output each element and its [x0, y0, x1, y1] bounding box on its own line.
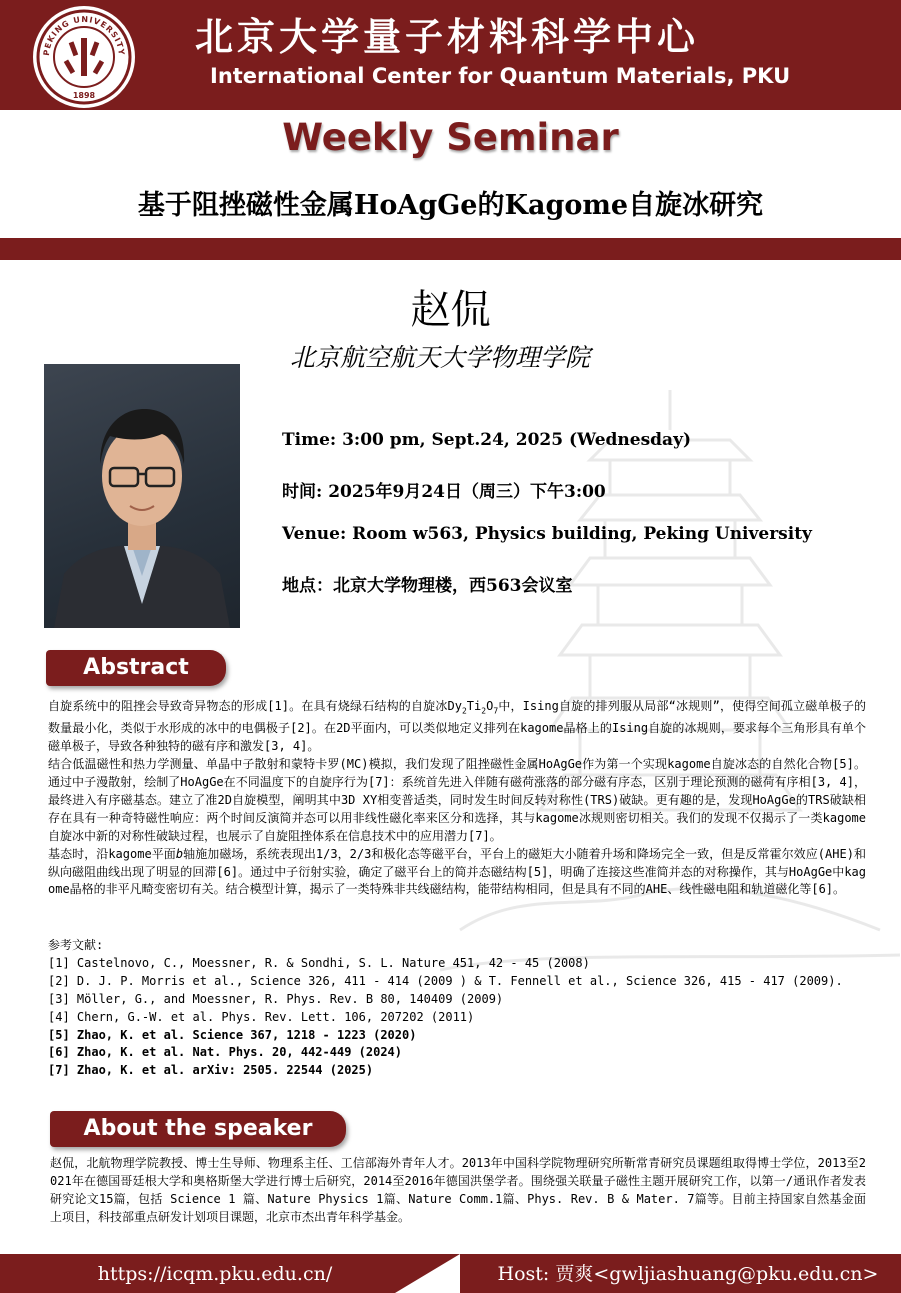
venue-english: Venue: Room w563, Physics building, Peking University — [282, 524, 812, 544]
time-chinese: 时间: 2025年9月24日（周三）下午3:00 — [282, 482, 606, 502]
time-english: Time: 3:00 pm, Sept.24, 2025 (Wednesday) — [282, 430, 691, 450]
reference-item: [7] Zhao, K. et al. arXiv: 2505. 22544 (2025) — [48, 1063, 374, 1078]
logo-university-text: PEKING UNIVERSITY — [41, 14, 127, 57]
references-heading: 参考文献: — [48, 938, 104, 952]
title-divider-band — [0, 238, 901, 260]
header-banner — [0, 0, 901, 110]
abstract-heading: Abstract — [46, 650, 226, 686]
reference-item: [3] Möller, G., and Moessner, R. Phys. Rev. B 80, 140409 (2009) — [48, 991, 504, 1006]
venue-chinese: 地点：北京大学物理楼，西563会议室 — [282, 576, 573, 596]
reference-item: [6] Zhao, K. et al. Nat. Phys. 20, 442-449 (2024) — [48, 1045, 403, 1060]
reference-item: [2] D. J. P. Morris et al., Science 326, 411 - 414 (2009 ) & T. Fennell et al., Science 326, 415 - 417 (2009). — [48, 973, 843, 988]
about-speaker-text: 赵侃，北航物理学院教授、博士生导师、物理系主任、工信部海外青年人才。2013年中国科学院物理研究所靳常青研究员课题组取得博士学位，2013至2021年在德国哥廷根大学和奥格斯堡大学进行博士后研究，2014至2016年德国洪堡学者。围绕强关联量子磁性主题开展研究工作，以第一/通讯作者发表研究论文15篇，包括 Science 1 篇、Nature Physics 1篇、Nature Comm.1篇、Phys. Rev. B & Mater. 7篇等。目前主持国家自然基金面上项目，科技部重点研发计划项目课题，北京市杰出青年科学基金。 — [50, 1156, 866, 1224]
center-title-chinese: 北京大学量子材料科学中心 — [195, 15, 700, 59]
logo-year-text: 1898 — [72, 91, 96, 100]
peking-university-logo — [33, 6, 135, 108]
abstract-paragraph-3: 基态时，沿kagome平面b轴施加磁场，系统表现出1/3，2/3和极化态等磁平台，平台上的磁矩大小随着升场和降场完全一致，但是反常霍尔效应(AHE)和纵向磁阻曲线出现了明显的回滞[6]。通过中子衍射实验，确定了磁平台上的简并态磁结构[5]，明确了连接这些准简并态的对称操作，其与HoAgGe中kagome晶格的非平凡畸变密切有关。结合模型计算，揭示了一类特殊非共线磁结构，能带结构相同，但是具有不同的AHE、线性磁电阻和轨道磁化等[6]。 — [48, 846, 866, 897]
talk-title: 基于阻挫磁性金属HoAgGe的Kagome自旋冰研究 — [137, 190, 764, 221]
abstract-paragraph-1: 自旋系统中的阻挫会导致奇异物态的形成[1]。在具有烧绿石结构的自旋冰$Dy_2Ti_2O_7$中，Ising自旋的排列服从局部“冰规则”，使得空间孤立磁单极子的数量最小化，类似于水形成的冰中的电偶极子[2]。在2D平面内，可以类似地定义排列在kagome晶格上的Ising自旋的冰规则，要求每个三角形具有单个磁单极子，导致各种独特的磁有序和激发[3, 4]。 — [48, 699, 866, 754]
footer-website-link[interactable]: https://icqm.pku.edu.cn/ — [97, 1263, 333, 1285]
footer-host-contact: Host: 贾爽<gwljiashuang@pku.edu.cn> — [497, 1263, 879, 1285]
reference-item: [4] Chern, G.-W. et al. Phys. Rev. Lett. 106, 207202 (2011) — [48, 1009, 475, 1024]
abstract-paragraph-2: 结合低温磁性和热力学测量、单晶中子散射和蒙特卡罗(MC)模拟，我们发现了阻挫磁性金属HoAgGe作为第一个实现kagome自旋冰态的自然化合物[5]。通过中子漫散射，绘制了HoAgGe在不同温度下的自旋序行为[7]：系统首先进入伴随有磁荷涨落的部分磁有序态，区别于理论预测的磁荷有序相[3, 4]，最终进入有序磁基态。建立了准2D自旋模型，阐明其中3D XY相变普适类，同时发生时间反转对称性(TRS)破缺。更有趣的是，发现HoAgGe的TRS破缺相存在具有一种奇特磁性响应：两个时间反演简并态可以用非线性磁化率来区分和选择，其与kagome冰规则密切相关。我们的发现不仅揭示了一类kagome自旋冰中新的对称性破缺过程，也展示了自旋阻挫体系在信息技术中的应用潜力[7]。 — [48, 757, 866, 843]
reference-item: [1] Castelnovo, C., Moessner, R. & Sondhi, S. L. Nature 451, 42 - 45 (2008) — [48, 955, 590, 970]
speaker-affiliation: 北京航空航天大学物理学院 — [289, 343, 590, 372]
weekly-seminar-label: Weekly Seminar — [282, 116, 619, 159]
abstract-body — [48, 698, 866, 899]
references-list — [48, 937, 866, 1080]
about-speaker-heading: About the speaker — [50, 1111, 346, 1147]
speaker-name: 赵侃 — [410, 287, 491, 333]
reference-item: [5] Zhao, K. et al. Science 367, 1218 - 1223 (2020) — [48, 1027, 417, 1042]
speaker-photo — [44, 364, 240, 628]
center-title-english: International Center for Quantum Materials, PKU — [210, 64, 791, 88]
